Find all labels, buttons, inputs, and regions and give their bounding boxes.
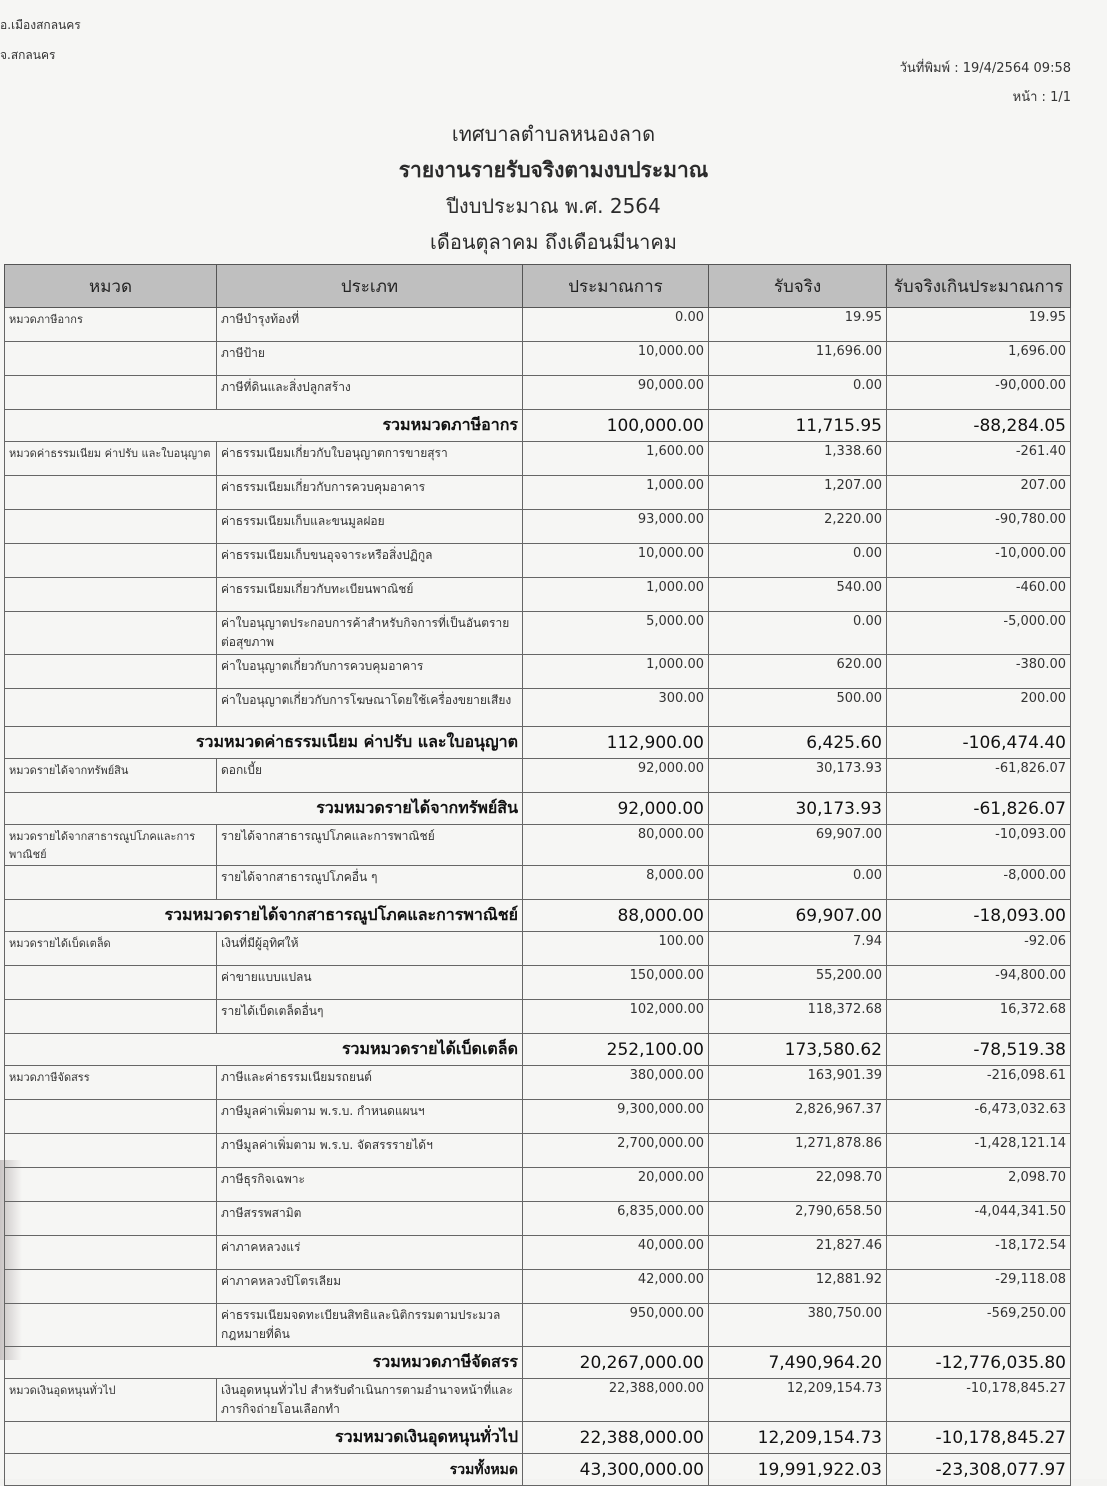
subtotal-row: [5, 1422, 1071, 1454]
subtotal-estimate: 92,000.00: [523, 793, 709, 825]
over-cell: -4,044,341.50: [887, 1202, 1071, 1236]
subtotal-row: [5, 727, 1071, 759]
category-cell: [5, 1270, 217, 1304]
actual-cell: 69,907.00: [709, 825, 887, 866]
table-body: [5, 308, 1071, 1486]
actual-cell: 540.00: [709, 578, 887, 612]
type-cell: รายได้เบ็ดเตล็ดอื่นๆ: [217, 1000, 523, 1034]
type-cell: ภาษีสรรพสามิต: [217, 1202, 523, 1236]
subtotal-actual: 12,209,154.73: [709, 1422, 887, 1454]
category-cell: [5, 1100, 217, 1134]
estimate-cell: 10,000.00: [523, 342, 709, 376]
over-cell: -94,800.00: [887, 966, 1071, 1000]
category-cell: [5, 342, 217, 376]
over-cell: -61,826.07: [887, 759, 1071, 793]
table-row: [5, 655, 1071, 689]
actual-cell: 21,827.46: [709, 1236, 887, 1270]
subtotal-label: รวมหมวดรายได้จากสาธารณูปโภคและการพาณิชย์: [5, 900, 523, 932]
type-cell: ภาษีมูลค่าเพิ่มตาม พ.ร.บ. จัดสรรรายได้ฯ: [217, 1134, 523, 1168]
table-row: [5, 759, 1071, 793]
estimate-cell: 6,835,000.00: [523, 1202, 709, 1236]
col-header-category: หมวด: [5, 265, 217, 308]
actual-cell: 55,200.00: [709, 966, 887, 1000]
actual-cell: 0.00: [709, 544, 887, 578]
estimate-cell: 0.00: [523, 308, 709, 342]
over-cell: 2,098.70: [887, 1168, 1071, 1202]
category-cell: [5, 689, 217, 727]
table-row: [5, 1202, 1071, 1236]
over-cell: -460.00: [887, 578, 1071, 612]
over-cell: -261.40: [887, 442, 1071, 476]
grand-total-estimate: 43,300,000.00: [523, 1454, 709, 1486]
estimate-cell: 2,700,000.00: [523, 1134, 709, 1168]
grand-total-row: [5, 1454, 1071, 1486]
table-row: [5, 1000, 1071, 1034]
category-cell: [5, 544, 217, 578]
category-cell: หมวดรายได้เบ็ดเตล็ด: [5, 932, 217, 966]
category-cell: [5, 1202, 217, 1236]
type-cell: รายได้จากสาธารณูปโภคและการพาณิชย์: [217, 825, 523, 866]
actual-cell: 0.00: [709, 612, 887, 655]
table-row: [5, 544, 1071, 578]
subtotal-estimate: 112,900.00: [523, 727, 709, 759]
estimate-cell: 950,000.00: [523, 1304, 709, 1347]
col-header-actual: รับจริง: [709, 265, 887, 308]
subtotal-actual: 173,580.62: [709, 1034, 887, 1066]
revenue-table: [4, 264, 1071, 1486]
actual-cell: 19.95: [709, 308, 887, 342]
table-row: [5, 1168, 1071, 1202]
type-cell: ค่าใบอนุญาตเกี่ยวกับการโฆษณาโดยใช้เครื่องขยายเสียง: [217, 689, 523, 727]
estimate-cell: 40,000.00: [523, 1236, 709, 1270]
category-cell: [5, 1000, 217, 1034]
over-cell: -90,000.00: [887, 376, 1071, 410]
over-cell: -6,473,032.63: [887, 1100, 1071, 1134]
table-row: [5, 1066, 1071, 1100]
subtotal-row: [5, 1034, 1071, 1066]
over-cell: -216,098.61: [887, 1066, 1071, 1100]
table-row: [5, 308, 1071, 342]
over-cell: 16,372.68: [887, 1000, 1071, 1034]
subtotal-estimate: 22,388,000.00: [523, 1422, 709, 1454]
page-number: หน้า : 1/1: [1012, 90, 1071, 105]
subtotal-estimate: 252,100.00: [523, 1034, 709, 1066]
print-info: [900, 54, 1071, 112]
org-name: เทศบาลตำบลหนองลาด: [451, 122, 656, 146]
table-row: [5, 376, 1071, 410]
over-cell: 19.95: [887, 308, 1071, 342]
grand-total-actual: 19,991,922.03: [709, 1454, 887, 1486]
over-cell: -1,428,121.14: [887, 1134, 1071, 1168]
category-cell: [5, 1168, 217, 1202]
subtotal-over: -78,519.38: [887, 1034, 1071, 1066]
category-cell: หมวดค่าธรรมเนียม ค่าปรับ และใบอนุญาต: [5, 442, 217, 476]
type-cell: ค่าขายแบบแปลน: [217, 966, 523, 1000]
category-cell: [5, 510, 217, 544]
actual-cell: 1,271,878.86: [709, 1134, 887, 1168]
table-row: [5, 1236, 1071, 1270]
actual-cell: 1,338.60: [709, 442, 887, 476]
actual-cell: 22,098.70: [709, 1168, 887, 1202]
grand-total-over: -23,308,077.97: [887, 1454, 1071, 1486]
actual-cell: 620.00: [709, 655, 887, 689]
subtotal-estimate: 100,000.00: [523, 410, 709, 442]
type-cell: ค่าธรรมเนียมเกี่ยวกับทะเบียนพาณิชย์: [217, 578, 523, 612]
actual-cell: 380,750.00: [709, 1304, 887, 1347]
report-title: รายงานรายรับจริงตามงบประมาณ: [398, 158, 709, 182]
table-row: [5, 442, 1071, 476]
category-cell: [5, 1304, 217, 1347]
table-row: [5, 825, 1071, 866]
over-cell: 207.00: [887, 476, 1071, 510]
subtotal-label: รวมหมวดรายได้เบ็ดเตล็ด: [5, 1034, 523, 1066]
table-row: [5, 578, 1071, 612]
table-row: [5, 612, 1071, 655]
subtotal-label: รวมหมวดรายได้จากทรัพย์สิน: [5, 793, 523, 825]
estimate-cell: 92,000.00: [523, 759, 709, 793]
subtotal-estimate: 20,267,000.00: [523, 1347, 709, 1379]
subtotal-actual: 69,907.00: [709, 900, 887, 932]
over-cell: 1,696.00: [887, 342, 1071, 376]
category-cell: หมวดภาษีจัดสรร: [5, 1066, 217, 1100]
category-cell: [5, 476, 217, 510]
category-cell: [5, 966, 217, 1000]
over-cell: 200.00: [887, 689, 1071, 727]
actual-cell: 30,173.93: [709, 759, 887, 793]
estimate-cell: 150,000.00: [523, 966, 709, 1000]
estimate-cell: 90,000.00: [523, 376, 709, 410]
over-cell: -90,780.00: [887, 510, 1071, 544]
actual-cell: 7.94: [709, 932, 887, 966]
table-row: [5, 342, 1071, 376]
estimate-cell: 8,000.00: [523, 866, 709, 900]
category-cell: [5, 866, 217, 900]
table-row: [5, 966, 1071, 1000]
subtotal-over: -106,474.40: [887, 727, 1071, 759]
table-row: [5, 866, 1071, 900]
category-cell: [5, 1134, 217, 1168]
type-cell: ภาษีและค่าธรรมเนียมรถยนต์: [217, 1066, 523, 1100]
district-label: อ.เมืองสกลนคร: [0, 18, 81, 32]
category-cell: หมวดเงินอุดหนุนทั่วไป: [5, 1379, 217, 1422]
actual-cell: 1,207.00: [709, 476, 887, 510]
category-cell: หมวดรายได้จากทรัพย์สิน: [5, 759, 217, 793]
category-cell: หมวดภาษีอากร: [5, 308, 217, 342]
estimate-cell: 1,000.00: [523, 578, 709, 612]
fiscal-year: ปีงบประมาณ พ.ศ. 2564: [446, 194, 661, 218]
category-cell: [5, 612, 217, 655]
subtotal-row: [5, 410, 1071, 442]
table-row: [5, 1100, 1071, 1134]
subtotal-actual: 6,425.60: [709, 727, 887, 759]
subtotal-over: -88,284.05: [887, 410, 1071, 442]
type-cell: ภาษีป้าย: [217, 342, 523, 376]
actual-cell: 2,220.00: [709, 510, 887, 544]
category-cell: [5, 1236, 217, 1270]
estimate-cell: 9,300,000.00: [523, 1100, 709, 1134]
type-cell: ดอกเบี้ย: [217, 759, 523, 793]
subtotal-over: -10,178,845.27: [887, 1422, 1071, 1454]
type-cell: ค่าธรรมเนียมเกี่ยวกับใบอนุญาตการขายสุรา: [217, 442, 523, 476]
estimate-cell: 80,000.00: [523, 825, 709, 866]
table-row: [5, 476, 1071, 510]
subtotal-actual: 7,490,964.20: [709, 1347, 887, 1379]
type-cell: ค่าใบอนุญาตประกอบการค้าสำหรับกิจการที่เป็นอันตรายต่อสุขภาพ: [217, 612, 523, 655]
subtotal-label: รวมหมวดค่าธรรมเนียม ค่าปรับ และใบอนุญาต: [5, 727, 523, 759]
estimate-cell: 102,000.00: [523, 1000, 709, 1034]
col-header-over: รับจริงเกินประมาณการ: [887, 265, 1071, 308]
type-cell: ค่าธรรมเนียมเกี่ยวกับการควบคุมอาคาร: [217, 476, 523, 510]
over-cell: -380.00: [887, 655, 1071, 689]
subtotal-label: รวมหมวดเงินอุดหนุนทั่วไป: [5, 1422, 523, 1454]
over-cell: -10,000.00: [887, 544, 1071, 578]
category-cell: [5, 655, 217, 689]
type-cell: ภาษีมูลค่าเพิ่มตาม พ.ร.บ. กำหนดแผนฯ: [217, 1100, 523, 1134]
type-cell: เงินที่มีผู้อุทิศให้: [217, 932, 523, 966]
type-cell: ค่าภาคหลวงแร่: [217, 1236, 523, 1270]
type-cell: ค่าใบอนุญาตเกี่ยวกับการควบคุมอาคาร: [217, 655, 523, 689]
subtotal-row: [5, 1347, 1071, 1379]
table-row: [5, 1270, 1071, 1304]
estimate-cell: 100.00: [523, 932, 709, 966]
category-cell: [5, 376, 217, 410]
subtotal-over: -18,093.00: [887, 900, 1071, 932]
province-label: จ.สกลนคร: [0, 48, 56, 62]
table-row: [5, 1304, 1071, 1347]
estimate-cell: 5,000.00: [523, 612, 709, 655]
actual-cell: 500.00: [709, 689, 887, 727]
over-cell: -29,118.08: [887, 1270, 1071, 1304]
actual-cell: 163,901.39: [709, 1066, 887, 1100]
type-cell: ค่าภาคหลวงปิโตรเลียม: [217, 1270, 523, 1304]
actual-cell: 11,696.00: [709, 342, 887, 376]
over-cell: -10,178,845.27: [887, 1379, 1071, 1422]
actual-cell: 12,881.92: [709, 1270, 887, 1304]
type-cell: ภาษีบำรุงท้องที่: [217, 308, 523, 342]
table-row: [5, 1379, 1071, 1422]
report-period: เดือนตุลาคม ถึงเดือนมีนาคม: [430, 230, 677, 254]
over-cell: -92.06: [887, 932, 1071, 966]
actual-cell: 118,372.68: [709, 1000, 887, 1034]
actual-cell: 2,790,658.50: [709, 1202, 887, 1236]
estimate-cell: 1,000.00: [523, 655, 709, 689]
table-row: [5, 689, 1071, 727]
type-cell: ค่าธรรมเนียมเก็บขนอุจจาระหรือสิ่งปฏิกูล: [217, 544, 523, 578]
grand-total-label: รวมทั้งหมด: [5, 1454, 523, 1486]
estimate-cell: 1,600.00: [523, 442, 709, 476]
table-row: [5, 1134, 1071, 1168]
subtotal-over: -12,776,035.80: [887, 1347, 1071, 1379]
estimate-cell: 20,000.00: [523, 1168, 709, 1202]
table-header-row: [5, 265, 1071, 308]
print-date: วันที่พิมพ์ : 19/4/2564 09:58: [899, 61, 1071, 76]
over-cell: -18,172.54: [887, 1236, 1071, 1270]
subtotal-label: รวมหมวดภาษีจัดสรร: [5, 1347, 523, 1379]
estimate-cell: 22,388,000.00: [523, 1379, 709, 1422]
col-header-estimate: ประมาณการ: [523, 265, 709, 308]
category-cell: [5, 578, 217, 612]
subtotal-over: -61,826.07: [887, 793, 1071, 825]
category-cell: หมวดรายได้จากสาธารณูปโภคและการพาณิชย์: [5, 825, 217, 866]
subtotal-label: รวมหมวดภาษีอากร: [5, 410, 523, 442]
report-titles: [0, 116, 1107, 260]
type-cell: เงินอุดหนุนทั่วไป สำหรับดำเนินการตามอำนาจหน้าที่และภารกิจถ่ายโอนเลือกทำ: [217, 1379, 523, 1422]
col-header-type: ประเภท: [217, 265, 523, 308]
type-cell: ภาษีที่ดินและสิ่งปลูกสร้าง: [217, 376, 523, 410]
estimate-cell: 380,000.00: [523, 1066, 709, 1100]
type-cell: รายได้จากสาธารณูปโภคอื่น ๆ: [217, 866, 523, 900]
type-cell: ค่าธรรมเนียมจดทะเบียนสิทธิและนิติกรรมตามประมวลกฎหมายที่ดิน: [217, 1304, 523, 1347]
over-cell: -8,000.00: [887, 866, 1071, 900]
estimate-cell: 10,000.00: [523, 544, 709, 578]
actual-cell: 2,826,967.37: [709, 1100, 887, 1134]
subtotal-row: [5, 793, 1071, 825]
over-cell: -569,250.00: [887, 1304, 1071, 1347]
actual-cell: 0.00: [709, 866, 887, 900]
subtotal-actual: 11,715.95: [709, 410, 887, 442]
table-row: [5, 510, 1071, 544]
estimate-cell: 300.00: [523, 689, 709, 727]
estimate-cell: 1,000.00: [523, 476, 709, 510]
type-cell: ภาษีธุรกิจเฉพาะ: [217, 1168, 523, 1202]
over-cell: -10,093.00: [887, 825, 1071, 866]
estimate-cell: 93,000.00: [523, 510, 709, 544]
type-cell: ค่าธรรมเนียมเก็บและขนมูลฝอย: [217, 510, 523, 544]
subtotal-row: [5, 900, 1071, 932]
subtotal-actual: 30,173.93: [709, 793, 887, 825]
location-block: [0, 10, 81, 70]
table-row: [5, 932, 1071, 966]
subtotal-estimate: 88,000.00: [523, 900, 709, 932]
over-cell: -5,000.00: [887, 612, 1071, 655]
actual-cell: 0.00: [709, 376, 887, 410]
estimate-cell: 42,000.00: [523, 1270, 709, 1304]
actual-cell: 12,209,154.73: [709, 1379, 887, 1422]
